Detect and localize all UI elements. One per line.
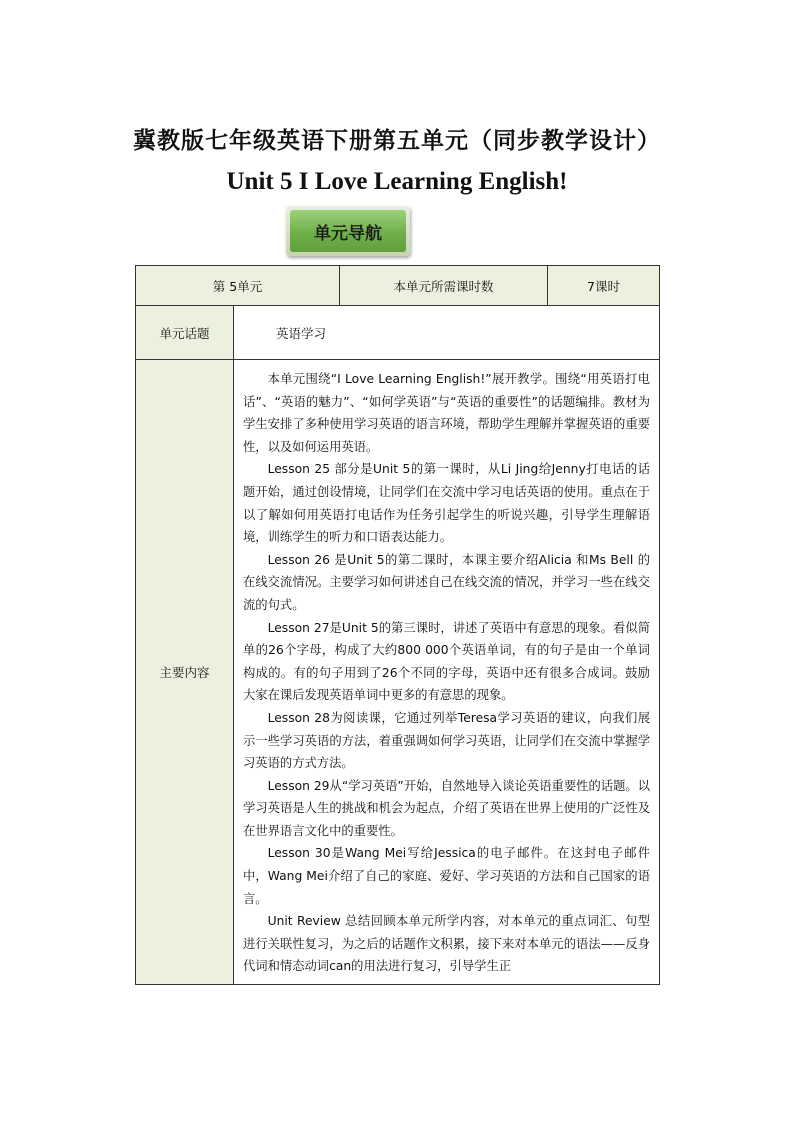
table-header-row: [136, 266, 660, 306]
unit-navigation-button[interactable]: [286, 206, 410, 256]
unit-overview-table: [135, 265, 660, 985]
content-paragraph: Lesson 27是Unit 5的第三课时，讲述了英语中有意思的现象。看似简单的26个字母，构成了大约800 000个英语单词，有的句子是由一个单词构成的。有的句子用到了26个不同的字母，英语中还有很多合成词。鼓励大家在课后发现英语单词中更多的有意思的现象。: [243, 620, 650, 703]
topic-label-cell: 单元话题: [136, 306, 234, 360]
hours-value-cell: 7课时: [548, 266, 660, 306]
content-paragraph: Lesson 26 是Unit 5的第二课时，本课主要介绍Alicia 和Ms Bell 的在线交流情况。主要学习如何讲述自己在线交流的情况，并学习一些在线交流的句式。: [243, 552, 650, 612]
page-title-chinese: 冀教版七年级英语下册第五单元（同步教学设计）: [133, 128, 661, 154]
unit-navigation-label: 单元导航: [290, 210, 406, 252]
content-paragraph: Lesson 28为阅读课，它通过列举Teresa学习英语的建议，向我们展示一些学习英语的方法，着重强调如何学习英语，让同学们在交流中掌握学习英语的方式方法。: [243, 710, 650, 771]
unit-number-cell: 第 5单元: [136, 266, 340, 306]
hours-label-cell: 本单元所需课时数: [340, 266, 548, 306]
content-paragraph: Lesson 25 部分是Unit 5的第一课时，从Li Jing给Jenny打电话的话题开始，通过创设情境，让同学们在交流中学习电话英语的使用。重点在于以了解如何用英语打电话作为任务引起学生的听说兴趣，引导学生理解语境，训练学生的听力和口语表达能力。: [243, 462, 650, 545]
content-text-cell: [234, 360, 660, 985]
content-paragraph: Lesson 30是Wang Mei写给Jessica的电子邮件。在这封电子邮件中，Wang Mei介绍了自己的家庭、爱好、学习英语的方法和自己国家的语言。: [243, 846, 650, 906]
content-paragraph: 本单元围绕“I Love Learning English!”展开教学。围绕“用英语打电话”、“英语的魅力”、“如何学英语”与“英语的重要性”的话题编排。教材为学生安排了多种使用学习英语的语言环境，帮助学生理解并掌握英语的重要性，以及如何运用英语。: [243, 372, 650, 454]
content-row: [136, 360, 660, 985]
page-title-english: Unit 5 I Love Learning English!: [226, 168, 568, 195]
content-paragraph: Unit Review 总结回顾本单元所学内容，对本单元的重点词汇、句型进行关联性复习，为之后的话题作文积累，接下来对本单元的语法——反身代词和情态动词can的用法进行复习，引导学生正: [243, 914, 650, 974]
content-paragraph: Lesson 29从“学习英语”开始，自然地导入谈论英语重要性的话题。以学习英语是人生的挑战和机会为起点，介绍了英语在世界上使用的广泛性及在世界语言文化中的重要性。: [243, 778, 650, 838]
content-label-cell: 主要内容: [136, 360, 234, 985]
topic-row: [136, 306, 660, 360]
topic-value-cell: 英语学习: [234, 306, 660, 360]
